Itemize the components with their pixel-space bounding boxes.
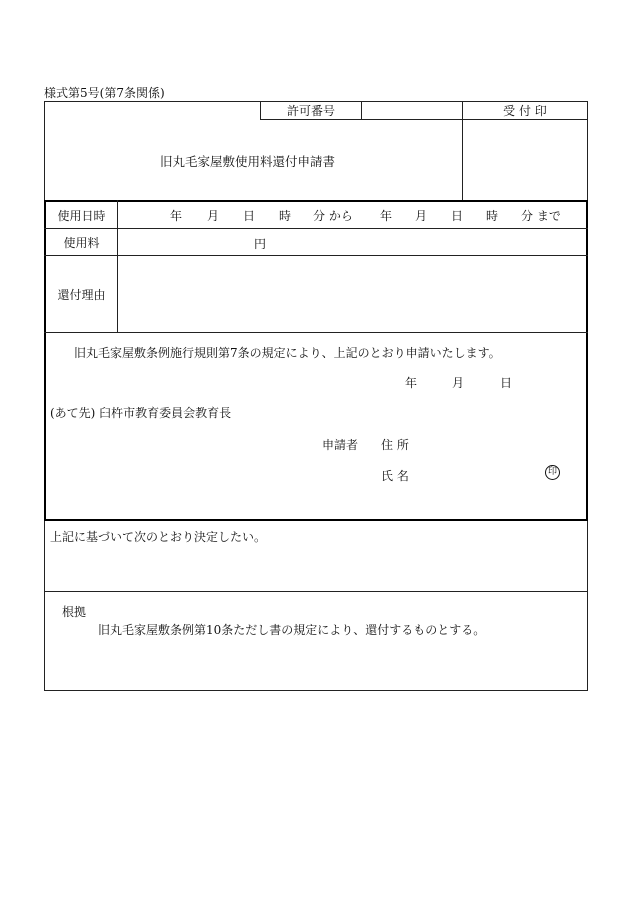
application-statement: 旧丸毛家屋敷条例施行規則第7条の規定により、上記のとおり申請いたします。: [74, 346, 501, 360]
from-month-unit: 月: [207, 209, 220, 223]
applicant-address-label: 住 所: [381, 438, 409, 452]
usage-fee-label: 使用料: [63, 235, 100, 250]
basis-text: 旧丸毛家屋敷条例第10条ただし書の規定により、還付するものとする。: [98, 623, 486, 637]
usage-fee-field[interactable]: [118, 229, 586, 255]
to-month-unit: 月: [415, 209, 428, 223]
applicant-address-field[interactable]: [420, 432, 570, 452]
reception-stamp-label: 受 付 印: [503, 104, 547, 118]
from-year-unit: 年: [170, 209, 183, 223]
refund-reason-field[interactable]: [118, 256, 586, 332]
applicant-name-label: 氏 名: [381, 469, 409, 483]
to-hour-unit: 時: [486, 209, 499, 223]
date-year-unit: 年: [405, 376, 418, 390]
date-month-unit: 月: [452, 376, 465, 390]
reception-stamp-area: [463, 120, 587, 200]
from-hour-unit: 時: [279, 209, 292, 223]
usage-datetime-label: 使用日時: [57, 208, 106, 223]
applicant-label: 申請者: [322, 438, 359, 452]
permit-number-label: 許可番号: [286, 104, 335, 118]
basis-label: 根拠: [62, 605, 87, 619]
form-number: 様式第5号(第7条関係): [44, 86, 165, 100]
yen-unit: 円: [254, 237, 267, 251]
permit-number-field[interactable]: [362, 102, 462, 119]
to-minute-unit: 分 まで: [521, 209, 561, 223]
from-day-unit: 日: [243, 209, 256, 223]
form-title: 旧丸毛家屋敷使用料還付申請書: [160, 154, 336, 169]
seal-icon: 印: [545, 465, 560, 480]
applicant-name-field[interactable]: [420, 463, 540, 483]
date-day-unit: 日: [500, 376, 513, 390]
to-day-unit: 日: [451, 209, 464, 223]
decision-text: 上記に基づいて次のとおり決定したい。: [50, 530, 267, 544]
refund-reason-label: 還付理由: [57, 287, 106, 302]
to-year-unit: 年: [380, 209, 393, 223]
from-minute-unit: 分 から: [313, 209, 353, 223]
addressee: (あて先) 臼杵市教育委員会教育長: [50, 406, 232, 420]
